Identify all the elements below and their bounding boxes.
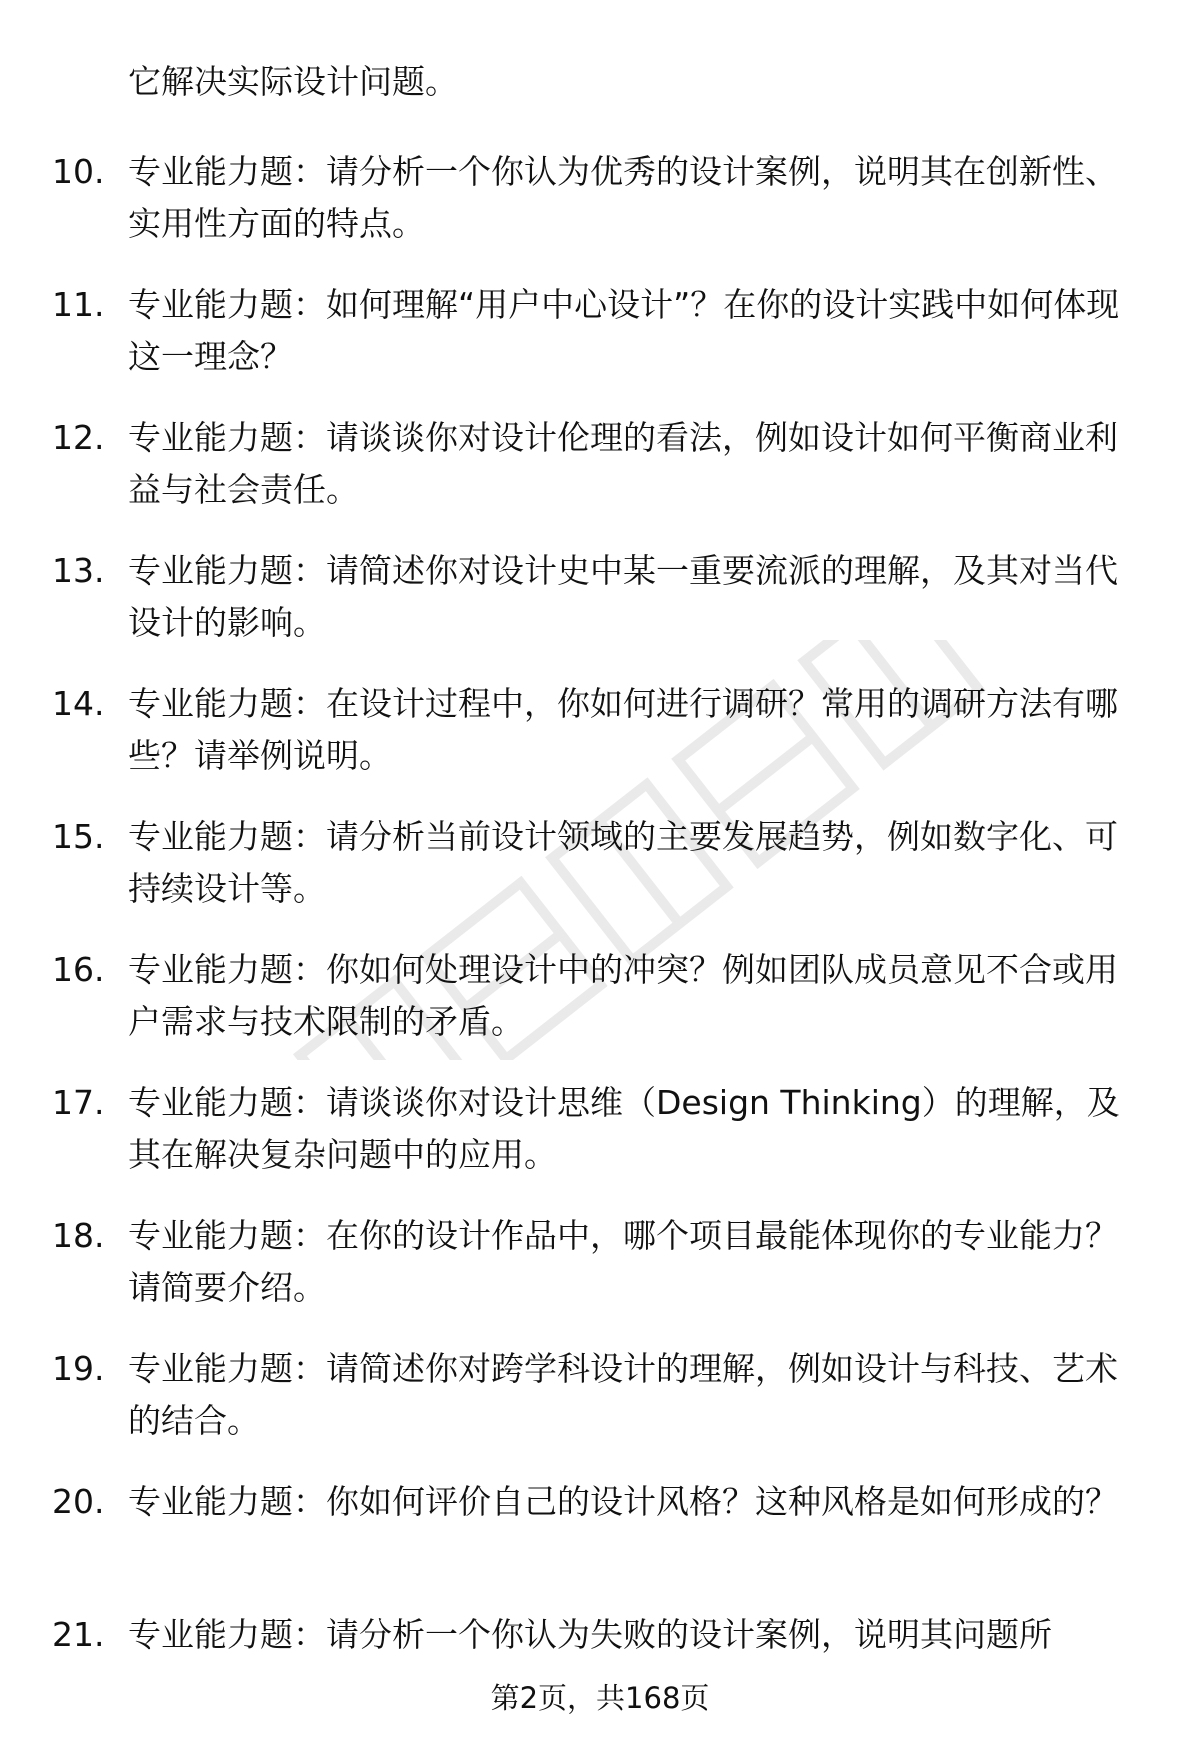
item-text: 专业能力题：请简述你对跨学科设计的理解，例如设计与科技、艺术的结合。 [128, 1349, 1118, 1440]
item-text: 专业能力题：请谈谈你对设计思维（Design Thinking）的理解，及其在解决复杂问题中的应用。 [128, 1083, 1120, 1174]
item-text: 专业能力题：请分析当前设计领域的主要发展趋势，例如数字化、可持续设计等。 [128, 817, 1118, 908]
item-number: 17. [52, 1083, 105, 1122]
item-text: 专业能力题：请简述你对设计史中某一重要流派的理解，及其对当代设计的影响。 [128, 551, 1118, 642]
question-list [0, 130, 1200, 1726]
list-item [0, 1194, 1200, 1327]
item-number: 15. [52, 817, 105, 856]
item-number: 21. [52, 1615, 105, 1654]
item-text: 专业能力题：请分析一个你认为优秀的设计案例，说明其在创新性、实用性方面的特点。 [128, 152, 1118, 243]
item-number: 19. [52, 1349, 105, 1388]
item-text: 专业能力题：你如何评价自己的设计风格？这种风格是如何形成的？ [128, 1482, 1118, 1521]
list-item [0, 928, 1200, 1061]
item-number: 13. [52, 551, 105, 590]
item-number: 12. [52, 418, 105, 457]
item-text: 专业能力题：在设计过程中，你如何进行调研？常用的调研方法有哪些？请举例说明。 [128, 684, 1118, 775]
list-item [0, 795, 1200, 928]
item-number: 20. [52, 1482, 105, 1521]
item-number: 11. [52, 285, 105, 324]
item-number: 14. [52, 684, 105, 723]
list-item [0, 662, 1200, 795]
page-number-footer: 第2页，共168页 [490, 1681, 710, 1715]
item-text: 专业能力题：你如何处理设计中的冲突？例如团队成员意见不合或用户需求与技术限制的矛盾。 [128, 950, 1118, 1041]
item-text: 专业能力题：如何理解“用户中心设计”？在你的设计实践中如何体现这一理念？ [128, 285, 1120, 376]
item-text: 专业能力题：在你的设计作品中，哪个项目最能体现你的专业能力？请简要介绍。 [128, 1216, 1118, 1307]
list-item [0, 130, 1200, 263]
list-item [0, 1460, 1200, 1593]
item-number: 10. [52, 152, 105, 191]
list-item [0, 1061, 1200, 1194]
list-item [0, 1327, 1200, 1460]
item-number: 16. [52, 950, 105, 989]
list-item [0, 396, 1200, 529]
list-item [0, 263, 1200, 396]
item-number: 18. [52, 1216, 105, 1255]
item-text: 专业能力题：请分析一个你认为失败的设计案例，说明其问题所 [128, 1615, 1052, 1654]
list-item [0, 529, 1200, 662]
item-text: 专业能力题：请谈谈你对设计伦理的看法，例如设计如何平衡商业利益与社会责任。 [128, 418, 1118, 509]
continued-text: 它解决实际设计问题。 [128, 62, 458, 101]
